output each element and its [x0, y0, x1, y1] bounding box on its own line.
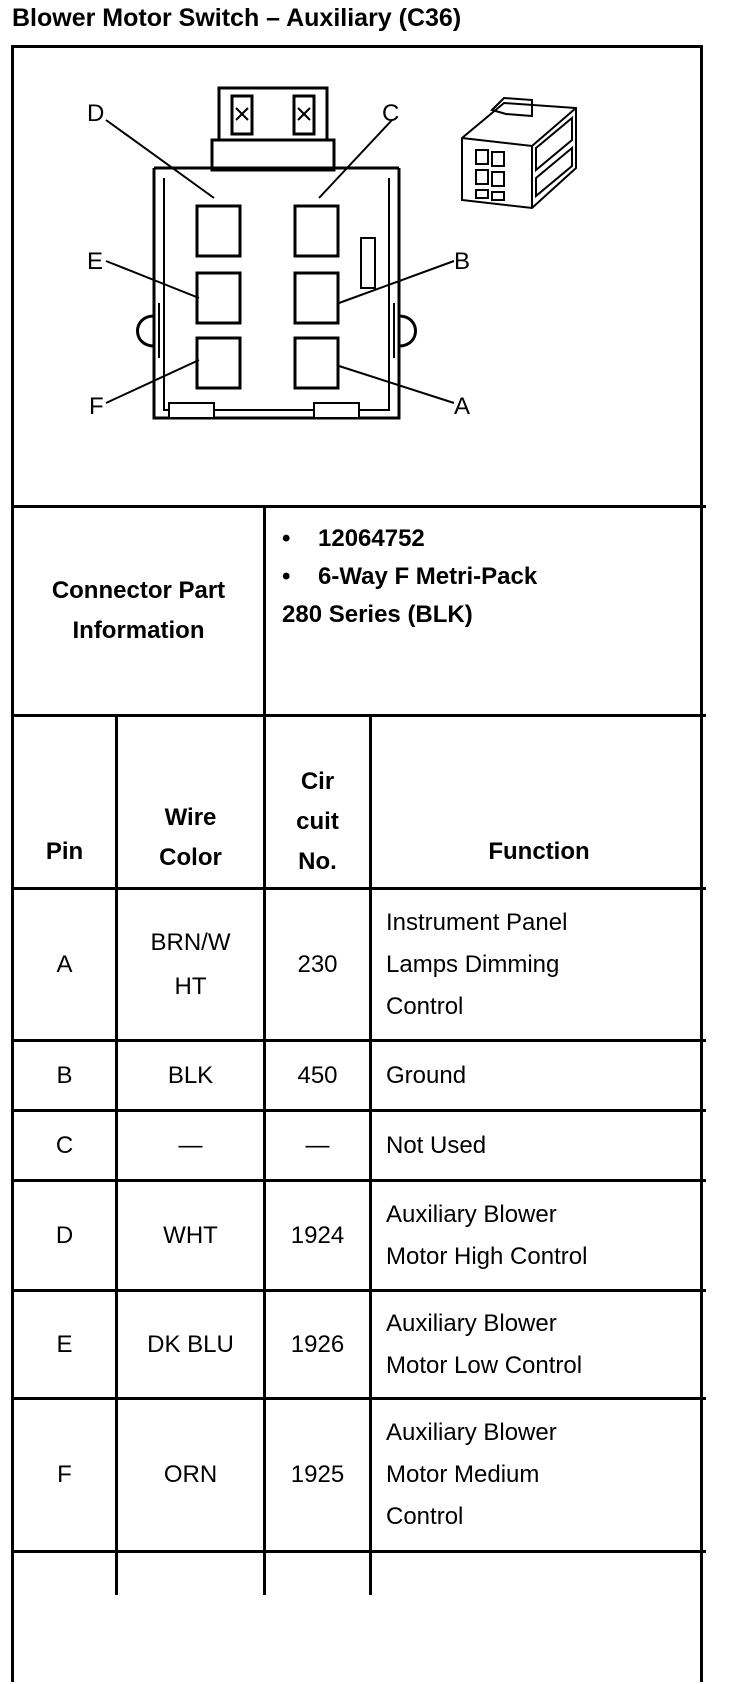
pin-label-e: E	[87, 248, 104, 275]
body-outer	[154, 168, 399, 418]
connector-info-label: Connector Part Information	[51, 577, 226, 644]
ear-right	[399, 316, 416, 346]
table-row-function: Not Used	[386, 1131, 487, 1159]
connector-info-values: • 12064752 • 6-Way F Metri-Pack 280 Series (BLK)	[282, 520, 682, 634]
connector-type: 6-Way F Metri-Pack	[318, 563, 538, 590]
table-row-pin: C	[55, 1131, 74, 1159]
table-row-pin: D	[55, 1221, 74, 1249]
table-row-function: Auxiliary Blower Motor Low Control	[386, 1309, 583, 1379]
table-row-circuit: 230	[297, 950, 338, 978]
connector-face-drawing	[14, 48, 706, 546]
cavity-a	[295, 338, 338, 388]
connector-iso-view	[462, 98, 576, 208]
header-circuit-no: Cir cuit No.	[296, 768, 339, 875]
header-wire-color: Wire Color	[159, 804, 222, 871]
pin-label-d: D	[87, 100, 105, 127]
cavity-f	[197, 338, 240, 388]
table-row-function: Instrument Panel Lamps Dimming Control	[386, 908, 568, 1020]
table-row-pin: A	[56, 950, 73, 978]
connector-series: 280 Series (BLK)	[282, 601, 473, 628]
cavity-e	[197, 273, 240, 323]
pin-label-f: F	[89, 393, 104, 420]
page-title: Blower Motor Switch – Auxiliary (C36)	[12, 4, 462, 32]
pin-label-c: C	[382, 100, 400, 127]
table-row-pin: B	[56, 1061, 73, 1089]
table-row-wire: BLK	[167, 1061, 214, 1089]
table-row-circuit: 1924	[290, 1221, 345, 1249]
pin-label-a: A	[454, 393, 471, 420]
table-row-wire: ORN	[163, 1461, 218, 1488]
cavity-c	[295, 206, 338, 256]
header-pin: Pin	[45, 838, 84, 865]
table-row-wire: DK BLU	[147, 1330, 234, 1358]
table-row-wire: BRN/W HT	[150, 928, 231, 1000]
part-number: 12064752	[318, 525, 425, 552]
table-row-function: Auxiliary Blower Motor High Control	[386, 1200, 588, 1270]
ear-left	[138, 316, 155, 346]
table-row-function: Auxiliary Blower Motor Medium Control	[386, 1419, 557, 1530]
table-row-circuit: 1926	[290, 1330, 345, 1358]
table-row-wire: —	[178, 1131, 203, 1159]
table-row-circuit: 1925	[290, 1461, 345, 1488]
table-row-pin: F	[57, 1461, 72, 1488]
table-row-function: Ground	[386, 1061, 467, 1089]
header-function: Function	[488, 838, 590, 865]
cavity-d	[197, 206, 240, 256]
latch-base	[212, 140, 334, 170]
table-row-pin: E	[56, 1330, 73, 1358]
table-row-circuit: —	[305, 1131, 330, 1159]
cavity-b	[295, 273, 338, 323]
table-row-wire: WHT	[163, 1221, 218, 1249]
connector-diagram	[14, 48, 706, 546]
table-row-circuit: 450	[297, 1061, 338, 1089]
connector-table	[11, 45, 703, 1682]
pin-label-b: B	[454, 248, 471, 275]
